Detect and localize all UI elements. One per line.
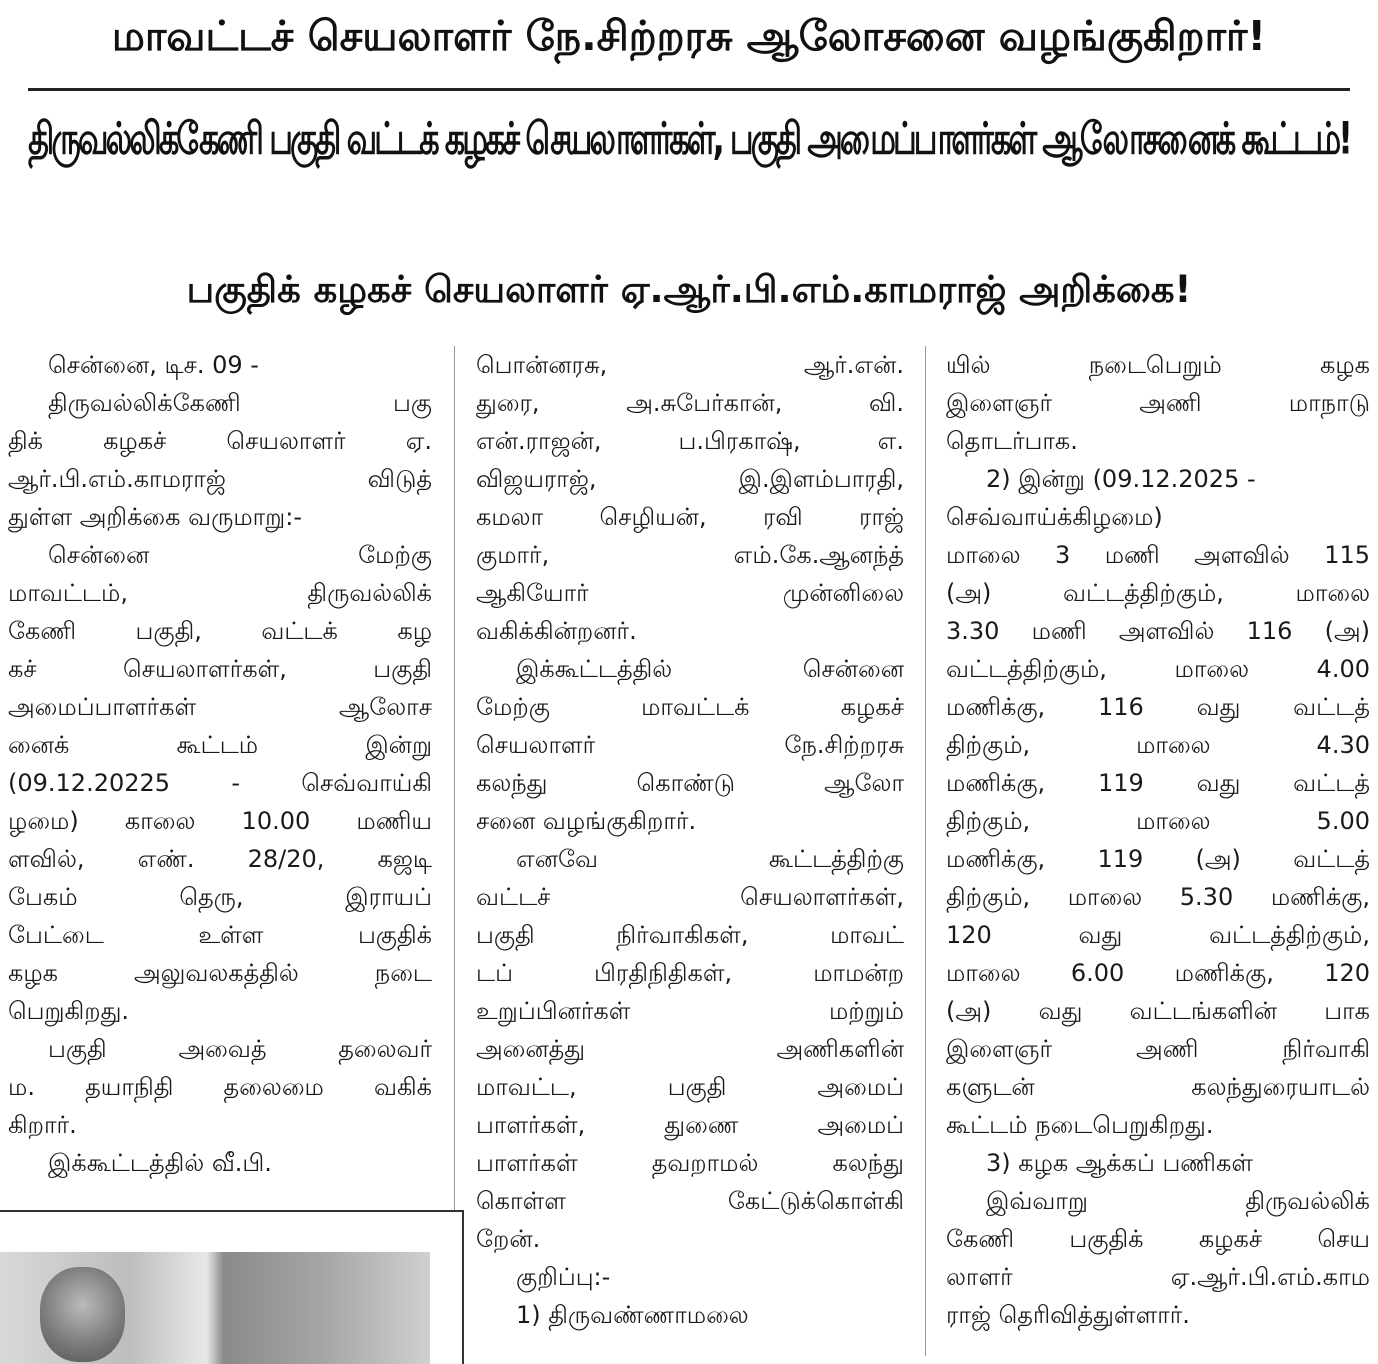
- article-line: குமார், எம்.கே.ஆனந்த்: [476, 541, 904, 569]
- article-line: இவ்வாறு திருவல்லிக்: [986, 1187, 1370, 1215]
- article-line: கமலா செழியன், ரவி ராஜ்: [476, 503, 904, 531]
- article-line: ஆகியோர் முன்னிலை: [476, 579, 904, 607]
- article-line: குறிப்பு:-: [516, 1263, 611, 1291]
- article-line: 120 வது வட்டத்திற்கும்,: [946, 921, 1370, 949]
- portrait-photo: [40, 1267, 125, 1362]
- article-line: பாளர்கள், துணை அமைப்: [476, 1111, 904, 1139]
- article-line: மணிக்கு, 119 வது வட்டத்: [946, 769, 1370, 797]
- article-line: வட்டச் செயலாளர்கள்,: [476, 883, 904, 911]
- article-line: விஜயராஜ், இ.இளம்பாரதி,: [476, 465, 904, 493]
- article-line: கிறார்.: [8, 1111, 77, 1139]
- article-line: பொன்னரசு, ஆர்.என்.: [476, 351, 904, 379]
- article-line: சனை வழங்குகிறார்.: [476, 807, 697, 835]
- column-divider: [454, 346, 455, 1356]
- article-line: இக்கூட்டத்தில் சென்னை: [516, 655, 904, 683]
- headline-top: மாவட்டச் செயலாளர் நே.சிற்றரசு ஆலோசனை வழங்குகிறார்!: [111, 12, 1267, 60]
- article-column-1: [8, 346, 432, 1182]
- article-line: துள்ள அறிக்கை வருமாறு:-: [8, 503, 302, 531]
- article-line: மேற்கு மாவட்டக் கழகச்: [476, 693, 904, 721]
- article-line: பெறுகிறது.: [8, 997, 130, 1025]
- article-line: 3) கழக ஆக்கப் பணிகள்: [986, 1149, 1254, 1177]
- article-line: செயலாளர் நே.சிற்றரசு: [476, 731, 904, 759]
- article-line: பாளர்கள் தவறாமல் கலந்து: [476, 1149, 904, 1177]
- article-line: ம. தயாநிதி தலைமை வகிக்: [8, 1073, 432, 1101]
- article-line: மணிக்கு, 119 (அ) வட்டத்: [946, 845, 1370, 873]
- article-line: பகுதி அவைத் தலைவர்: [48, 1035, 432, 1063]
- article-line: மாவட்டம், திருவல்லிக்: [8, 579, 432, 607]
- article-line: திருவல்லிக்கேணி பகு: [48, 389, 432, 417]
- article-line: இளைஞர் அணி மாநாடு: [946, 389, 1370, 417]
- article-line: மணிக்கு, 116 வது வட்டத்: [946, 693, 1370, 721]
- article-line: திற்கும், மாலை 5.00: [946, 807, 1370, 835]
- article-line: திற்கும், மாலை 4.30: [946, 731, 1370, 759]
- article-line: 3.30 மணி அளவில் 116 (அ): [946, 617, 1370, 645]
- article-line: ழமை) காலை 10.00 மணிய: [8, 807, 432, 835]
- article-line: பகுதி நிர்வாகிகள், மாவட்: [476, 921, 904, 949]
- article-line: திக் கழகச் செயலாளர் ஏ.: [8, 427, 432, 455]
- article-column-2: [476, 346, 904, 1334]
- article-line: உறுப்பினர்கள் மற்றும்: [476, 997, 904, 1025]
- article-line: ளவில், எண். 28/20, கஜடி: [8, 845, 432, 873]
- article-line: றேன்.: [476, 1225, 541, 1253]
- article-line: (09.12.20225 - செவ்வாய்கி: [8, 769, 432, 797]
- article-line: இக்கூட்டத்தில் வீ.பி.: [48, 1149, 272, 1177]
- article-line: இளைஞர் அணி நிர்வாகி: [946, 1035, 1370, 1063]
- article-line: கேணி பகுதி, வட்டக் கழ: [8, 617, 432, 645]
- article-line: தொடர்பாக.: [946, 427, 1078, 455]
- article-line: என்.ராஜன், ப.பிரகாஷ், எ.: [476, 427, 904, 455]
- article-line: அமைப்பாளர்கள் ஆலோச: [8, 693, 432, 721]
- article-line: டப் பிரதிநிதிகள், மாமன்ற: [476, 959, 904, 987]
- article-line: திற்கும், மாலை 5.30 மணிக்கு,: [946, 883, 1370, 911]
- article-line: மாலை 3 மணி அளவில் 115: [946, 541, 1370, 569]
- article-line: வகிக்கின்றனர்.: [476, 617, 637, 645]
- article-line: யில் நடைபெறும் கழக: [946, 351, 1370, 379]
- article-line: வட்டத்திற்கும், மாலை 4.00: [946, 655, 1370, 683]
- article-line: கொள்ள கேட்டுக்கொள்கி: [476, 1187, 904, 1215]
- article-line: (அ) வது வட்டங்களின் பாக: [946, 997, 1370, 1025]
- column-divider: [925, 346, 926, 1356]
- headline-main: திருவல்லிக்கேணி பகுதி வட்டக் கழகச் செயலாளர்கள், பகுதி அமைப்பாளர்கள் ஆலோசனைக் கூட்டம்!: [28, 112, 1350, 165]
- article-line: செவ்வாய்க்கிழமை): [946, 503, 1163, 531]
- article-line: பேட்டை உள்ள பகுதிக்: [8, 921, 432, 949]
- article-line: கலந்து கொண்டு ஆலோ: [476, 769, 904, 797]
- article-line: பேகம் தெரு, இராயப்: [8, 883, 432, 911]
- article-line: கேணி பகுதிக் கழகச் செய: [946, 1225, 1370, 1253]
- article-line: மாலை 6.00 மணிக்கு, 120: [946, 959, 1370, 987]
- article-line: மாவட்ட, பகுதி அமைப்: [476, 1073, 904, 1101]
- photo-frame: [0, 1210, 464, 1364]
- article-line: கழக அலுவலகத்தில் நடை: [8, 959, 432, 987]
- article-line: னைக் கூட்டம் இன்று: [8, 731, 432, 759]
- article-line: 2) இன்று (09.12.2025 -: [986, 465, 1256, 493]
- article-line: சென்னை மேற்கு: [48, 541, 432, 569]
- headline-divider: [28, 88, 1350, 91]
- article-column-3: [946, 346, 1370, 1334]
- article-line: எனவே கூட்டத்திற்கு: [516, 845, 904, 873]
- article-line: 1) திருவண்ணாமலை: [516, 1301, 749, 1329]
- article-line: அனைத்து அணிகளின்: [476, 1035, 904, 1063]
- article-line: (அ) வட்டத்திற்கும், மாலை: [946, 579, 1370, 607]
- article-line: ராஜ் தெரிவித்துள்ளார்.: [946, 1301, 1190, 1329]
- headline-sub: பகுதிக் கழகச் செயலாளர் ஏ.ஆர்.பி.எம்.காமராஜ் அறிக்கை!: [186, 268, 1192, 311]
- article-line: சென்னை, டிச. 09 -: [48, 351, 259, 379]
- article-line: களுடன் கலந்துரையாடல்: [946, 1073, 1370, 1101]
- article-line: ஆர்.பி.எம்.காமராஜ் விடுத்: [8, 465, 432, 493]
- article-line: கூட்டம் நடைபெறுகிறது.: [946, 1111, 1214, 1139]
- article-line: கச் செயலாளர்கள், பகுதி: [8, 655, 432, 683]
- article-line: துரை, அ.சுபேர்கான், வி.: [476, 389, 904, 417]
- article-line: லாளர் ஏ.ஆர்.பி.எம்.காம: [946, 1263, 1370, 1291]
